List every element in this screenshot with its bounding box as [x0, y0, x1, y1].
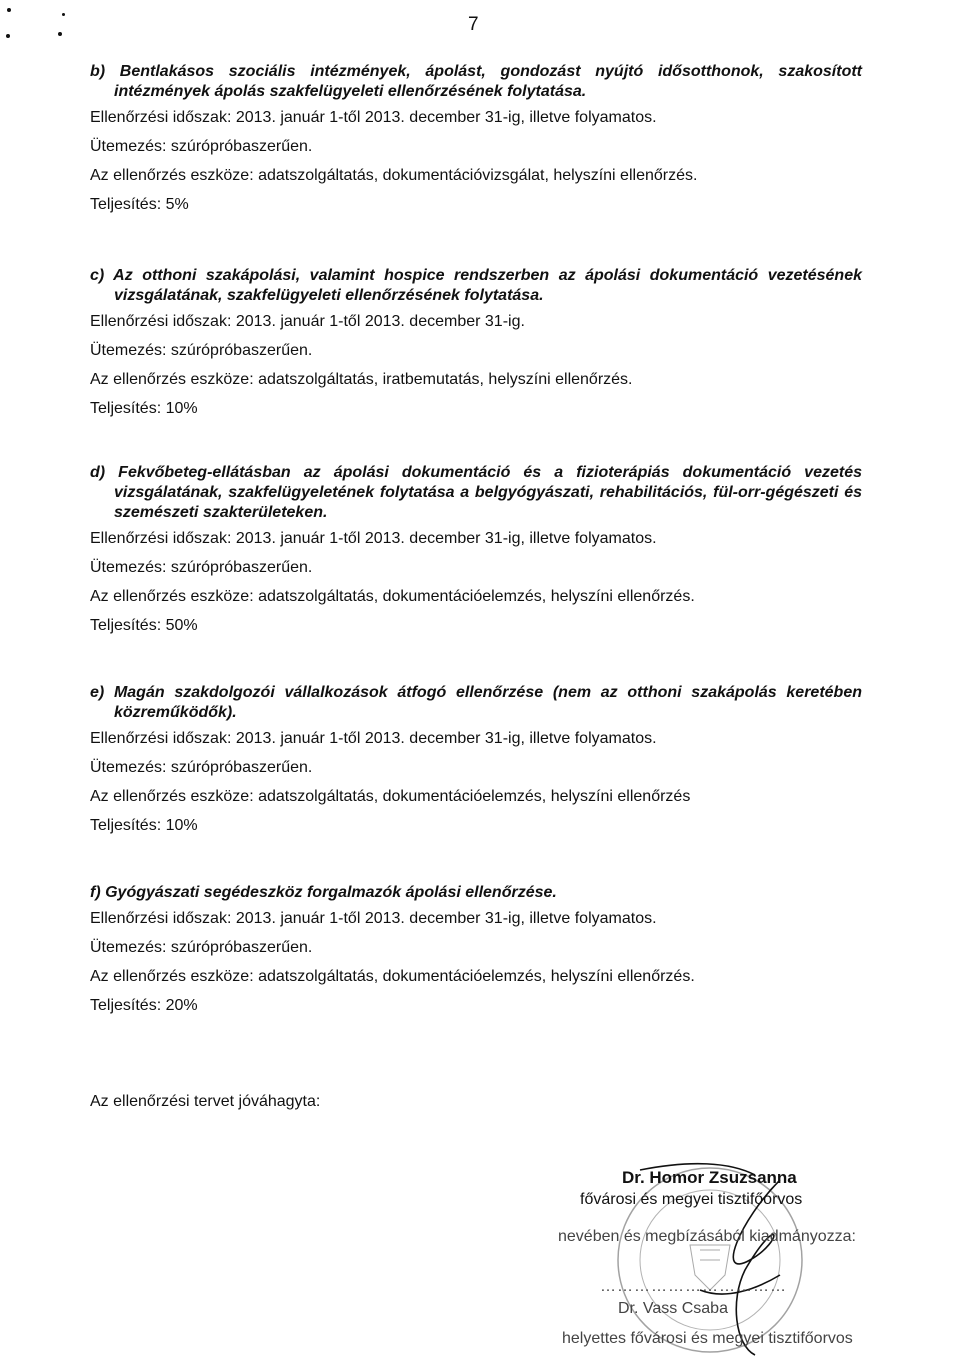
signer-title: helyettes fővárosi és megyei tisztifőorvos [562, 1330, 853, 1347]
signature-line: …………………………… [600, 1278, 787, 1295]
section-heading: f) Gyógyászati segédeszköz forgalmazók ápolási ellenőrzése. [90, 884, 557, 901]
section-c [90, 266, 862, 428]
inspection-tools: Az ellenőrzés eszköze: adatszolgáltatás, iratbemutatás, helyszíni ellenőrzés. [90, 371, 633, 388]
schedule: Ütemezés: szúrópróbaszerűen. [90, 138, 313, 155]
signer-name: Dr. Vass Csaba [618, 1300, 728, 1317]
completion: Teljesítés: 10% [90, 400, 198, 417]
inspection-period: Ellenőrzési időszak: 2013. január 1-től 2013. december 31-ig, illetve folyamatos. [90, 530, 657, 547]
official-name: Dr. Homor Zsuzsanna [622, 1168, 797, 1187]
section-heading: e) Magán szakdolgozói vállalkozások átfogó ellenőrzése (nem az otthoni szakápolás keretében közreműködők). [90, 684, 862, 721]
scan-speck [7, 8, 11, 12]
section-e [90, 683, 862, 845]
section-heading: b) Bentlakásos szociális intézmények, ápolást, gondozást nyújtó idősotthonok, szakosított intézmények ápolás szakfelügyeleti ellenőrzésének folytatása. [90, 63, 862, 100]
inspection-tools: Az ellenőrzés eszköze: adatszolgáltatás, dokumentációelemzés, helyszíni ellenőrzés. [90, 588, 695, 605]
completion: Teljesítés: 10% [90, 817, 198, 834]
official-title: fővárosi és megyei tisztifőorvos [580, 1191, 803, 1208]
inspection-period: Ellenőrzési időszak: 2013. január 1-től 2013. december 31-ig. [90, 313, 525, 330]
scan-speck [58, 32, 62, 36]
completion: Teljesítés: 5% [90, 196, 189, 213]
section-heading: d) Fekvőbeteg-ellátásban az ápolási dokumentáció és a fizioterápiás dokumentáció vezetés vizsgálatának, szakfelügyeletének folytatása a belgyógyászati, rehabilitációs, fül-orr-gégészeti és szemészeti szakterületeken. [90, 464, 862, 521]
inspection-tools: Az ellenőrzés eszköze: adatszolgáltatás, dokumentációelemzés, helyszíni ellenőrzés [90, 788, 691, 805]
completion: Teljesítés: 50% [90, 617, 198, 634]
section-heading: c) Az otthoni szakápolási, valamint hospice rendszerben az ápolási dokumentáció vezetésének vizsgálatának, szakfelügyeleti ellenőrzésének folytatása. [90, 267, 862, 304]
schedule: Ütemezés: szúrópróbaszerűen. [90, 559, 313, 576]
scan-speck [62, 13, 65, 16]
inspection-period: Ellenőrzési időszak: 2013. január 1-től 2013. december 31-ig, illetve folyamatos. [90, 109, 657, 126]
approval-label: Az ellenőrzési tervet jóváhagyta: [90, 1093, 321, 1110]
scan-speck [6, 34, 10, 38]
schedule: Ütemezés: szúrópróbaszerűen. [90, 939, 313, 956]
page-number: 7 [468, 14, 479, 35]
section-b [90, 62, 862, 224]
section-d [90, 463, 862, 645]
completion: Teljesítés: 20% [90, 997, 198, 1014]
inspection-period: Ellenőrzési időszak: 2013. január 1-től 2013. december 31-ig, illetve folyamatos. [90, 910, 657, 927]
inspection-tools: Az ellenőrzés eszköze: adatszolgáltatás, dokumentációvizsgálat, helyszíni ellenőrzés. [90, 167, 698, 184]
schedule: Ütemezés: szúrópróbaszerűen. [90, 342, 313, 359]
schedule: Ütemezés: szúrópróbaszerűen. [90, 759, 313, 776]
inspection-tools: Az ellenőrzés eszköze: adatszolgáltatás, dokumentációelemzés, helyszíni ellenőrzés. [90, 968, 695, 985]
on-behalf-text: nevében és megbízásából kiadmányozza: [558, 1228, 856, 1245]
signature-block [540, 1150, 940, 1360]
inspection-period: Ellenőrzési időszak: 2013. január 1-től 2013. december 31-ig, illetve folyamatos. [90, 730, 657, 747]
section-f [90, 883, 862, 1025]
